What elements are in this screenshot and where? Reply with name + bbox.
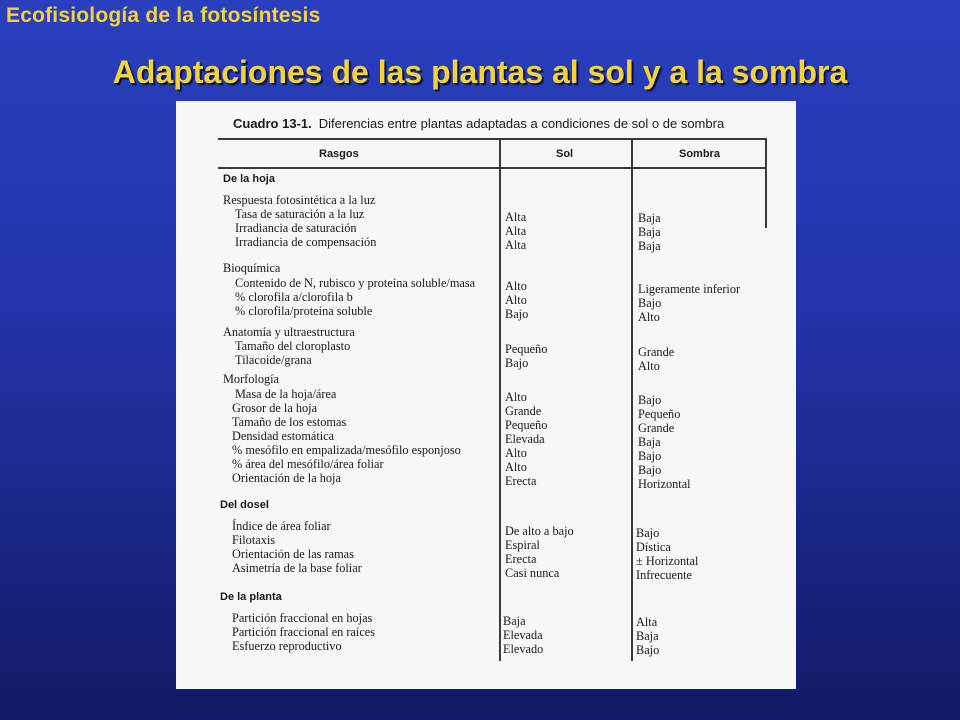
table-caption-text: Diferencias entre plantas adaptadas a condiciones de sol o de sombra xyxy=(318,116,725,131)
sol-cell: Baja xyxy=(503,614,526,628)
sombra-cell: Bajo xyxy=(638,449,662,463)
sombra-cell: Dística xyxy=(636,540,671,554)
course-title: Ecofisiología de la fotosíntesis xyxy=(6,4,321,27)
sombra-cell: Bajo xyxy=(636,643,660,657)
sol-cell: Alta xyxy=(505,210,527,224)
sombra-cell: Baja xyxy=(638,225,661,239)
trait-cell: Orientación de las ramas xyxy=(232,547,354,561)
sol-cell: Casi nunca xyxy=(505,566,560,580)
sombra-cell: Alta xyxy=(636,615,658,629)
sombra-cell: Ligeramente inferior xyxy=(638,282,741,296)
sombra-cell: Alto xyxy=(638,310,660,324)
sombra-cell: Infrecuente xyxy=(636,568,692,582)
table-caption xyxy=(233,116,724,131)
trait-cell: Partición fraccional en hojas xyxy=(232,611,373,625)
column-header-sombra: Sombra xyxy=(679,148,720,160)
sol-cell: Alta xyxy=(505,238,527,252)
sol-cell: Alto xyxy=(505,293,527,307)
sol-cell: Alto xyxy=(505,446,527,460)
trait-cell: % mesófilo en empalizada/mesófilo esponjoso xyxy=(232,443,461,457)
sombra-cell: Bajo xyxy=(638,393,662,407)
trait-cell: Índice de área foliar xyxy=(232,519,331,533)
group-heading: Respuesta fotosintética a la luz xyxy=(223,193,376,207)
group-heading: Morfología xyxy=(223,372,280,386)
trait-cell: Tamaño del cloroplasto xyxy=(235,339,351,353)
sombra-cell: Bajo xyxy=(638,463,662,477)
scanned-table-image xyxy=(176,101,796,689)
sombra-cell: Baja xyxy=(638,211,661,225)
trait-cell: Tasa de saturación a la luz xyxy=(235,207,365,221)
trait-cell: Tamaño de los estomas xyxy=(232,415,347,429)
sol-cell: Erecta xyxy=(505,552,537,566)
trait-cell: Orientación de la hoja xyxy=(232,471,341,485)
table-right-rule xyxy=(765,138,767,228)
trait-cell: Irradiancia de compensación xyxy=(235,235,377,249)
sombra-cell: Grande xyxy=(638,421,675,435)
column-header-rasgos: Rasgos xyxy=(319,148,359,160)
sombra-cell: Alto xyxy=(638,359,660,373)
sol-cell: Bajo xyxy=(505,307,529,321)
sombra-cell: Baja xyxy=(636,629,659,643)
sombra-cell: ± Horizontal xyxy=(636,554,699,568)
sol-cell: Espiral xyxy=(505,538,540,552)
trait-cell: Masa de la hoja/área xyxy=(235,387,337,401)
sol-cell: De alto a bajo xyxy=(505,524,574,538)
sol-cell: Pequeño xyxy=(505,342,548,356)
sombra-cell: Baja xyxy=(638,239,661,253)
sol-cell: Pequeño xyxy=(505,418,548,432)
trait-cell: Grosor de la hoja xyxy=(232,401,318,415)
sol-cell: Alta xyxy=(505,224,527,238)
sombra-cell: Bajo xyxy=(636,526,660,540)
trait-cell: % área del mesófilo/área foliar xyxy=(232,457,384,471)
sombra-cell: Grande xyxy=(638,345,675,359)
table-caption-number: Cuadro 13-1. xyxy=(233,116,312,131)
trait-cell: Filotaxis xyxy=(232,533,276,547)
section-heading: De la planta xyxy=(220,591,282,603)
sol-cell: Alto xyxy=(505,460,527,474)
sol-cell: Alto xyxy=(505,390,527,404)
trait-cell: % clorofila/proteína soluble xyxy=(235,304,373,318)
group-heading: Bioquímica xyxy=(223,261,281,275)
sombra-cell: Pequeño xyxy=(638,407,681,421)
sombra-cell: Baja xyxy=(638,435,661,449)
column-divider-1 xyxy=(499,138,501,661)
trait-cell: Asimetría de la base foliar xyxy=(232,561,362,575)
sol-cell: Grande xyxy=(505,404,542,418)
column-divider-2 xyxy=(631,138,633,661)
sol-cell: Bajo xyxy=(505,356,529,370)
sol-cell: Alto xyxy=(505,279,527,293)
sol-cell: Elevada xyxy=(503,628,543,642)
group-heading: Anatomía y ultraestructura xyxy=(223,325,355,339)
trait-cell: Irradiancia de saturación xyxy=(235,221,357,235)
section-heading: Del dosel xyxy=(220,499,269,511)
sol-cell: Erecta xyxy=(505,474,537,488)
trait-cell: Densidad estomática xyxy=(232,429,335,443)
table-top-rule xyxy=(218,138,766,140)
trait-cell: Tilacoide/grana xyxy=(235,353,312,367)
column-header-sol: Sol xyxy=(556,148,574,160)
sombra-cell: Horizontal xyxy=(638,477,691,491)
sol-cell: Elevada xyxy=(505,432,545,446)
slide-title: Adaptaciones de las plantas al sol y a la sombra xyxy=(112,54,848,90)
trait-cell: Partición fraccional en raíces xyxy=(232,625,376,639)
section-heading: De la hoja xyxy=(223,173,275,185)
trait-cell: Contenido de N, rubisco y proteína soluble/masa xyxy=(235,276,476,290)
table-header-rule xyxy=(218,167,766,169)
trait-cell: Esfuerzo reproductivo xyxy=(232,639,342,653)
sombra-cell: Bajo xyxy=(638,296,662,310)
trait-cell: % clorofila a/clorofila b xyxy=(235,290,353,304)
sol-cell: Elevado xyxy=(503,642,544,656)
